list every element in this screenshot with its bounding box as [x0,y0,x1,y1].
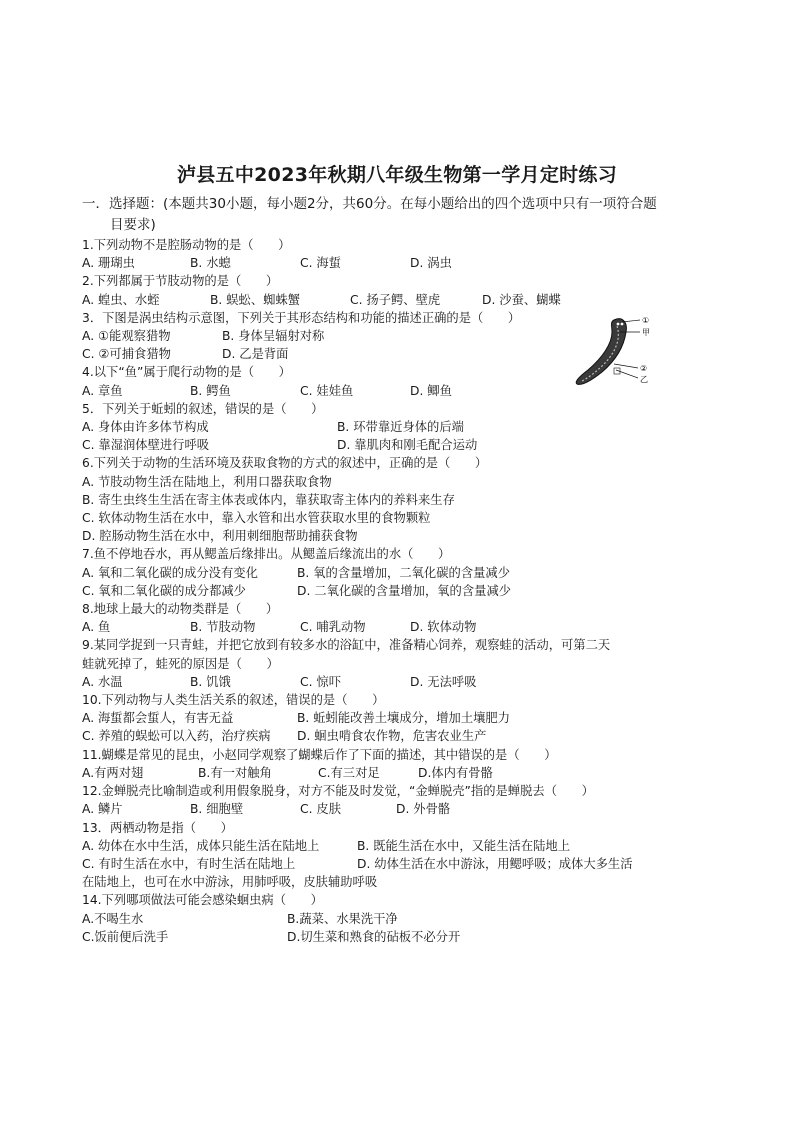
option-row [82,327,722,345]
option-a[interactable]: A. 鱼 [82,620,111,635]
option-row [82,764,722,782]
option-b[interactable]: B. 身体呈辐射对称 [222,329,325,344]
option-a[interactable]: A. 水温 [82,674,123,689]
option-row [82,418,722,436]
figure-label-jia: 甲 [642,328,650,337]
option-d[interactable]: D.体内有骨骼 [418,765,493,780]
page-title: 泸县五中2023年秋期八年级生物第一学月定时练习 [176,164,618,186]
section-heading-text: 一．选择题：(本题共30小题，每小题2分，共60分。在每小题给出的四个选项中只有一项符合题 [82,196,657,212]
question-stem: 2.下列都属于节肢动物的是（ ） [82,274,279,289]
option-row [82,382,722,400]
option-d[interactable]: D. 靠肌肉和刚毛配合运动 [337,438,478,453]
question-1 [82,236,722,272]
question-stem: 7.鱼不停地吞水，再从鳃盖后缘排出。从鳃盖后缘流出的水（ ） [82,547,451,562]
option-d[interactable]: D. 幼体生活在水中游泳，用鳃呼吸；成体大多生活 [357,856,633,871]
option-d[interactable]: D. 外骨骼 [396,802,451,817]
option-d[interactable]: D.切生菜和熟食的砧板不必分开 [287,929,461,944]
option-d[interactable]: D. 涡虫 [410,256,452,271]
question-stem: 8.地球上最大的动物类群是（ ） [82,602,279,617]
option-a[interactable]: A. 身体由许多体节构成 [82,420,209,435]
option-a[interactable]: A. 鳞片 [82,802,123,817]
option-a[interactable]: A. 珊瑚虫 [82,256,135,271]
option-b[interactable]: B.蔬菜、水果洗干净 [287,911,398,926]
option-c[interactable]: C. ②可捕食猎物 [82,347,171,362]
option-d[interactable]: D. 沙蚕、蝴蝶 [482,292,561,307]
option-row [82,564,722,582]
option-c[interactable]: C. 惊吓 [300,674,341,689]
question-12 [82,782,722,818]
option-b[interactable]: B. 环带靠近身体的后端 [337,420,464,435]
figure-label-yi: 乙 [640,375,648,384]
option-c[interactable]: C. 软体动物生活在水中，靠入水管和出水管获取水里的食物颗粒 [82,511,431,526]
option-b[interactable]: B.有一对触角 [198,765,272,780]
option-c[interactable]: C. 有时生活在水中，有时生活在陆地上 [82,856,296,871]
option-c[interactable]: C.有三对足 [318,765,380,780]
option-c[interactable]: C. 氧和二氧化碳的成分都减少 [82,583,246,598]
option-row [82,254,722,272]
question-stem: 11.蝴蝶是常见的昆虫，小赵同学观察了蝴蝶后作了下面的描述，其中错误的是（ ） [82,747,557,762]
option-d[interactable]: D. 鲫鱼 [410,383,452,398]
option-a[interactable]: A. 蝗虫、水蛭 [82,292,160,307]
option-c[interactable]: C. 靠湿润体壁进行呼吸 [82,438,210,453]
question-8 [82,600,722,636]
option-row [82,345,722,363]
question-stem: 14.下列哪项做法可能会感染蛔虫病（ ） [82,893,323,908]
question-11 [82,746,722,782]
option-a[interactable]: A. 海蜇都会蜇人，有害无益 [82,711,234,726]
question-stem: 5．下列关于蚯蚓的叙述，错误的是（ ） [82,401,324,416]
question-stem: 4.以下“鱼”属于爬行动物的是（ ） [82,365,291,380]
option-b[interactable]: B. 既能生活在水中，又能生活在陆地上 [357,838,571,853]
option-b[interactable]: B. 细胞壁 [190,802,244,817]
question-6 [82,454,722,545]
option-b[interactable]: B. 蜈蚣、蜘蛛蟹 [210,292,301,307]
option-c[interactable]: C. 海蜇 [300,256,341,271]
option-b[interactable]: B. 氧的含量增加，二氧化碳的含量减少 [297,565,511,580]
option-c[interactable]: C. 哺乳动物 [300,620,366,635]
option-row [82,582,722,600]
option-row [82,837,722,855]
question-4 [82,363,722,399]
option-b[interactable]: B. 饥饿 [190,674,231,689]
question-9 [82,636,722,691]
option-c[interactable]: C.饭前便后洗手 [82,929,169,944]
question-3 [82,309,722,364]
option-b[interactable]: B. 水螅 [190,256,231,271]
section-heading [82,194,722,236]
option-row [82,709,722,727]
option-a[interactable]: A. 氧和二氧化碳的成分没有变化 [82,565,258,580]
option-a[interactable]: A.有两对翅 [82,765,144,780]
option-a[interactable]: A. ①能观察猎物 [82,329,171,344]
option-d[interactable]: D. 软体动物 [410,620,477,635]
option-c[interactable]: C. 养殖的蜈蚣可以入药，治疗疾病 [82,729,271,744]
option-row [82,855,722,873]
question-stem: 3．下图是涡虫结构示意图，下列关于其形态结构和功能的描述正确的是（ ） [82,310,521,325]
option-d-cont: 在陆地上，也可在水中游泳，用肺呼吸，皮肤辅助呼吸 [82,875,378,890]
question-list [82,236,722,946]
option-b[interactable]: B. 鳄鱼 [190,383,231,398]
question-2 [82,272,722,308]
question-10 [82,691,722,746]
figure-label-2: ② [640,364,648,373]
question-13 [82,819,722,892]
option-row [82,800,722,818]
option-b[interactable]: B. 寄生虫终生生活在寄主体表或体内，靠获取寄主体内的养料来生存 [82,492,455,507]
question-stem: 10.下列动物与人类生活关系的叙述，错误的是（ ） [82,693,385,708]
option-row [82,727,722,745]
option-row [82,910,722,928]
question-stem-cont: 蛙就死掉了，蛙死的原因是（ ） [82,656,279,671]
option-row [82,436,722,454]
option-row [82,291,722,309]
question-14 [82,891,722,946]
option-row [82,618,722,636]
option-c[interactable]: C. 扬子鳄、壁虎 [350,292,441,307]
question-stem: 12.金蝉脱壳比喻制造或利用假象脱身，对方不能及时发觉，“金蝉脱壳”指的是蝉脱去（ ） [82,784,594,799]
option-a[interactable]: A. 节肢动物生活在陆地上，利用口器获取食物 [82,474,332,489]
option-d[interactable]: D. 二氧化碳的含量增加，氧的含量减少 [297,583,512,598]
question-stem: 9.某同学捉到一只青蛙，并把它放到有较多水的浴缸中，准备精心饲养，观察蛙的活动，可第二天 [82,638,611,653]
option-d[interactable]: D. 腔肠动物生活在水中，利用刺细胞帮助捕获食物 [82,529,358,544]
option-d[interactable]: D. 蛔虫啃食农作物，危害农业生产 [297,729,487,744]
question-5 [82,400,722,455]
figure-label-1: ① [642,316,650,325]
option-a[interactable]: A. 幼体在水中生活，成体只能生活在陆地上 [82,838,320,853]
section-heading-cont: 目要求) [110,217,156,233]
option-row [82,673,722,691]
option-c[interactable]: C. 娃娃鱼 [300,383,354,398]
option-b[interactable]: B. 蚯蚓能改善土壤成分，增加土壤肥力 [297,711,511,726]
question-7 [82,545,722,600]
option-a[interactable]: A. 章鱼 [82,383,123,398]
option-row [82,928,722,946]
question-stem: 13．两栖动物是指（ ） [82,820,233,835]
option-d[interactable]: D. 乙是背面 [222,347,289,362]
option-a[interactable]: A.不喝生水 [82,911,144,926]
option-b[interactable]: B. 节肢动物 [190,620,256,635]
question-stem: 6.下列关于动物的生活环境及获取食物的方式的叙述中，正确的是（ ） [82,456,488,471]
option-d[interactable]: D. 无法呼吸 [410,674,477,689]
question-stem: 1.下列动物不是腔肠动物的是（ ） [82,238,291,252]
option-c[interactable]: C. 皮肤 [300,802,341,817]
